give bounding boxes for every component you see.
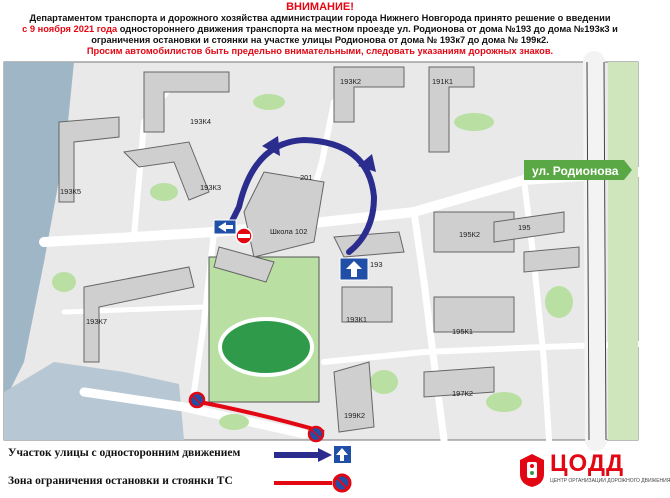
building-label-193k7: 193К7 bbox=[86, 317, 108, 326]
announcement-line-3: ограничения остановки и стоянки на участке улицы Родионова от дома № 193к7 до дома № 199к2. bbox=[91, 35, 549, 45]
no-stopping-sign-1 bbox=[190, 393, 204, 407]
building-label-199k2: 199К2 bbox=[344, 411, 366, 420]
attention-title: ВНИМАНИЕ! bbox=[286, 1, 354, 13]
building-label-193k2: 193К2 bbox=[340, 77, 362, 86]
building-label-201: 201 bbox=[300, 173, 313, 182]
no-stopping-sign-2 bbox=[309, 427, 323, 441]
codd-logo-name: ЦОДД bbox=[550, 450, 625, 477]
one-way-sign-west bbox=[214, 220, 236, 234]
legend-no-stopping-label: Зона ограничения остановки и стоянки ТС bbox=[8, 475, 233, 487]
announcement-line-1: Департаментом транспорта и дорожного хозяйства администрации города Нижнего Новгорода принято решение о введении bbox=[29, 13, 611, 23]
warning-line: Просим автомобилистов быть предельно внимательными, следовать указаниям дорожных знаков. bbox=[86, 46, 554, 56]
legend-one-way-label: Участок улицы с односторонним движением bbox=[8, 447, 241, 459]
effective-date: с 9 ноября 2021 года bbox=[22, 24, 118, 34]
codd-logo bbox=[514, 446, 670, 494]
legend bbox=[4, 440, 670, 498]
green-strip bbox=[608, 62, 638, 440]
stadium bbox=[220, 319, 312, 375]
building-label-195k2: 195К2 bbox=[459, 230, 481, 239]
street-name-label: ул. Родионова bbox=[532, 164, 619, 178]
legend-no-stopping-swatch bbox=[272, 473, 352, 493]
street-name-sign bbox=[524, 160, 632, 180]
building-label-193k1: 193К1 bbox=[346, 315, 368, 324]
announcement-header bbox=[0, 0, 640, 62]
district-map bbox=[4, 62, 638, 440]
no-entry-sign bbox=[236, 228, 252, 244]
building-label-193k4: 193К4 bbox=[190, 117, 212, 126]
announcement-line-2 bbox=[0, 24, 640, 35]
codd-emblem bbox=[516, 452, 548, 488]
building-label-197k2: 197К2 bbox=[452, 389, 474, 398]
codd-logo-subtitle: ЦЕНТР ОРГАНИЗАЦИИ ДОРОЖНОГО ДВИЖЕНИЯ bbox=[550, 478, 670, 484]
building-label-193: 193 bbox=[370, 260, 383, 269]
building-label-193k5: 193К5 bbox=[60, 187, 82, 196]
building-label-193k3: 193К3 bbox=[200, 183, 222, 192]
announcement-line-2-rest: одностороннего движения транспорта на местном проезде ул. Родионова от дома №193 до дома №193к3 и bbox=[117, 24, 618, 34]
building-label-195: 195 bbox=[518, 223, 531, 232]
school-label: Школа 102 bbox=[270, 227, 308, 236]
building-label-191k1: 191К1 bbox=[432, 77, 454, 86]
legend-one-way-swatch bbox=[272, 445, 352, 465]
one-way-sign-east bbox=[340, 258, 368, 280]
building-label-195k1: 195К1 bbox=[452, 327, 474, 336]
